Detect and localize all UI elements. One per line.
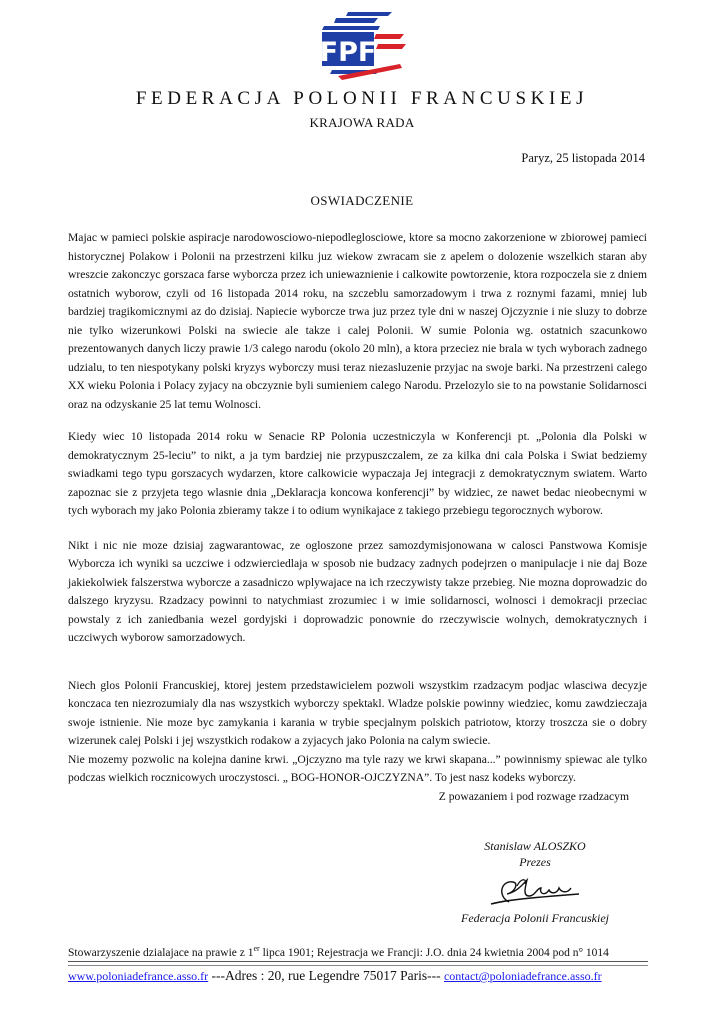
- footer-registration: Stowarzyszenie dzialajace na prawie z 1er lipca 1901; Rejestracja we Francji: J.O. dnia 24 kwietnia 2004 pod n° 1014: [68, 944, 609, 959]
- paragraph-4: Niech glos Polonii Francuskiej, ktorej jestem przedstawicielem pozwoli wszystkim rzadzacym podjac wlasciwa decyzje konczaca ten niezrozumialy dla nas wszystkich wyborczy spektakl. Wladze polskie powinny wiedziec, komu zawdzieczaja swoje istnienie. Nie moze byc zamykania i karania w trybie specjalnym polskich patriotow, ktorzy troszcza sie o dobry wizerunek calej Polski i jej wszystkich rodakow a zyjacych jako Polonia na calym swiecie.: [68, 678, 647, 747]
- signature-block: [445, 838, 625, 926]
- logo-lettering: FPF: [319, 37, 377, 68]
- paragraph-3: Nikt i nic nie moze dzisiaj zagwarantowac, ze ogloszone przez samozdymisjonowana w calosci Panstwowa Komisje Wyborcza ich wyniki sa uczciwe i odzwierciedlaja w sposob nie budzacy zadnych podejrzen o manipulacje i nie daj Boze jakiekolwiek falszerstwa wyborcze a zasadniczo wplywajace na ich rzeczywisty takze przebieg. Nie mozna doprowadzic do dalszego kryzysu. Rzadzacy powinni to natychmiast zrozumiec i w imie solidarnosci, wolnosci i demokracji przeciac powstaly z ich zaniedbania wezel gordyjski i doprowadzic ponownie do rzeczywiscie wolnych, demokratycznych i uczciwych wyborow samorzadowych.: [68, 538, 647, 644]
- closing-line: Z powazaniem i pod rozwage rzadzacym: [438, 789, 629, 803]
- document-title: OSWIADCZENIE: [310, 193, 414, 208]
- footer-divider: [68, 961, 648, 966]
- footer-contact-line: [68, 968, 648, 984]
- paragraph-1: Majac w pamieci polskie aspiracje narodowosciowo-niepodleglosciowe, ktore sa mocno zakorzenione w zbiorowej pamieci historycznej Polakow i Polonii na przestrzeni kilku juz wiekow zwracam sie z apelem o dolozenie wszelkich staran aby wreszcie zakonczyc gorszaca farse wyborcza przez ich uniewaznienie i calkowite powtorzenie, ktora rozpoczela sie z dniem ostatnich wyborow, czyli od 16 listopada 2014 roku, na szczeblu samorzadowym i trwa z roznymi fazami, mniej lub bardziej tragikomicznymi az do dzisiaj. Napiecie wyborcze trwa juz przez tyle dni w naszej Ojczyznie i nie sluzy to dobrze nie tylko wizerunkowi Polski na swiecie ale takze i calej Polonii. W sumie Polonia wg. ostatnich szacunkowo prezentowanych danych liczy prawie 1/3 calego narodu (okolo 20 mln), a ktora przeciez nie brala w tych wyborach zadnego udzialu, to ten niespotykany polski kryzys wyborczy musi teraz niezasluzenie przyjac na swoje barki. Na przestrzeni calego XX wieku Polonia i Polacy zyjacy na obczyznie byli sumieniem calego Narodu. Przelozylo sie to na powstanie Solidarnosci oraz na odzyskanie 25 lat temu Wolnosci.: [68, 231, 647, 411]
- website-link[interactable]: www.poloniadefrance.asso.fr: [68, 969, 209, 983]
- paragraph-5: Nie mozemy pozwolic na kolejna danine krwi. „Ojczyzno ma tyle razy we krwi skapana...” powinnismy spiewac ale tylko podczas wielkich rocznicowych uroczystosci. „ BOG-HONOR-OJCZYZNA”. To jest nasz kodeks wyborczy.: [68, 752, 647, 784]
- signatory-role: Prezes: [519, 855, 551, 869]
- letter-body: [68, 229, 647, 806]
- handwritten-signature: [487, 874, 583, 910]
- email-link[interactable]: contact@poloniadefrance.asso.fr: [443, 969, 602, 983]
- signatory-organization: Federacja Polonii Francuskiej: [461, 911, 609, 925]
- signatory-name: Stanislaw ALOSZKO: [484, 839, 586, 853]
- letter-date: Paryz, 25 listopada 2014: [521, 151, 645, 165]
- footer-address: ---Adres : 20, rue Legendre 75017 Paris---: [208, 968, 444, 983]
- organization-title: FEDERACJA POLONII FRANCUSKIEJ: [135, 88, 589, 109]
- paragraph-2: Kiedy wiec 10 listopada 2014 roku w Senacie RP Polonia uczestniczyla w Konferencji pt. „Polonia dla Polski w demokratycznym 25-leciu” to nikt, a ja tym bardziej nie przypuszczalem, ze za kilka dni cala Polska i Swiat bedziemy swiadkami tego typu gorszacych wydarzen, ktore calkowicie wypaczaja Jej integracji z demokratycznym swiatem. Warto zapoznac sie z przyjeta tego wlasnie dnia „Deklaracja koncowa konferencji” by widziec, ze nawet bedac nieobecnymi w tych wyborach my jako Polonia zbieramy takze i to odium wynikajace z takiego przebiegu tegorocznych wyborow.: [68, 430, 647, 517]
- organization-subtitle: KRAJOWA RADA: [309, 115, 415, 130]
- fpf-logo: [318, 12, 408, 82]
